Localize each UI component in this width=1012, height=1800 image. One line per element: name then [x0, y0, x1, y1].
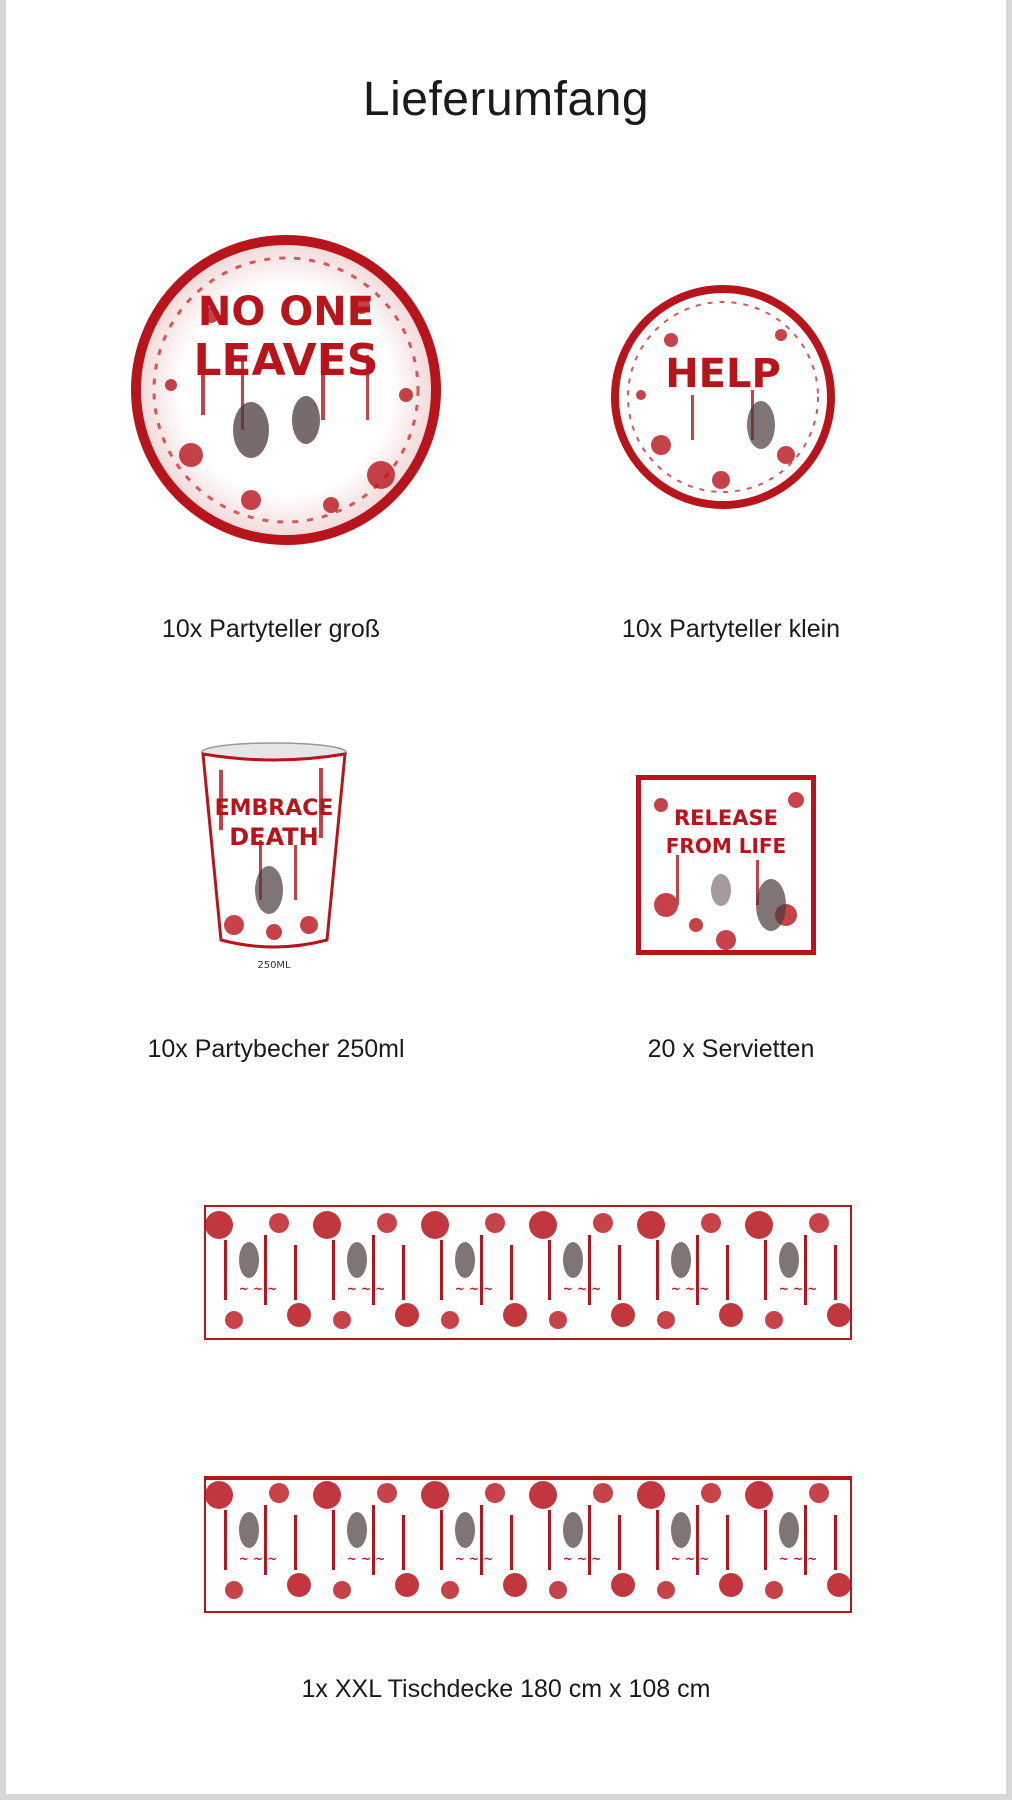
napkin-caption: 20 x Servietten [647, 1035, 815, 1063]
small-plate-text: HELP [665, 351, 781, 397]
tablecloth-caption: 1x XXL Tischdecke 180 cm x 108 cm [301, 1675, 711, 1703]
napkin-text-line-1: RELEASE [674, 806, 778, 830]
large-plate-text-line-2: LEAVES [193, 335, 379, 386]
napkin-image [636, 775, 816, 955]
cup-text-line-1: EMBRACE [214, 796, 334, 821]
napkin-text-line-2: FROM LIFE [665, 834, 787, 858]
large-plate-image [131, 235, 441, 545]
small-plate-image [611, 285, 836, 510]
cup-text-line-2: DEATH [229, 823, 319, 851]
large-plate-caption: 10x Partyteller groß [161, 615, 381, 643]
page-title: Lieferumfang [362, 73, 650, 126]
cup-caption: 10x Partybecher 250ml [147, 1035, 405, 1063]
product-sheet [6, 0, 1006, 1794]
tablecloth-image [204, 1205, 852, 1613]
small-plate-caption: 10x Partyteller klein [621, 615, 841, 643]
cup-image [199, 740, 349, 975]
large-plate-text-line-1: NO ONE [197, 289, 375, 335]
cup-volume-label: 250ML [257, 960, 291, 971]
